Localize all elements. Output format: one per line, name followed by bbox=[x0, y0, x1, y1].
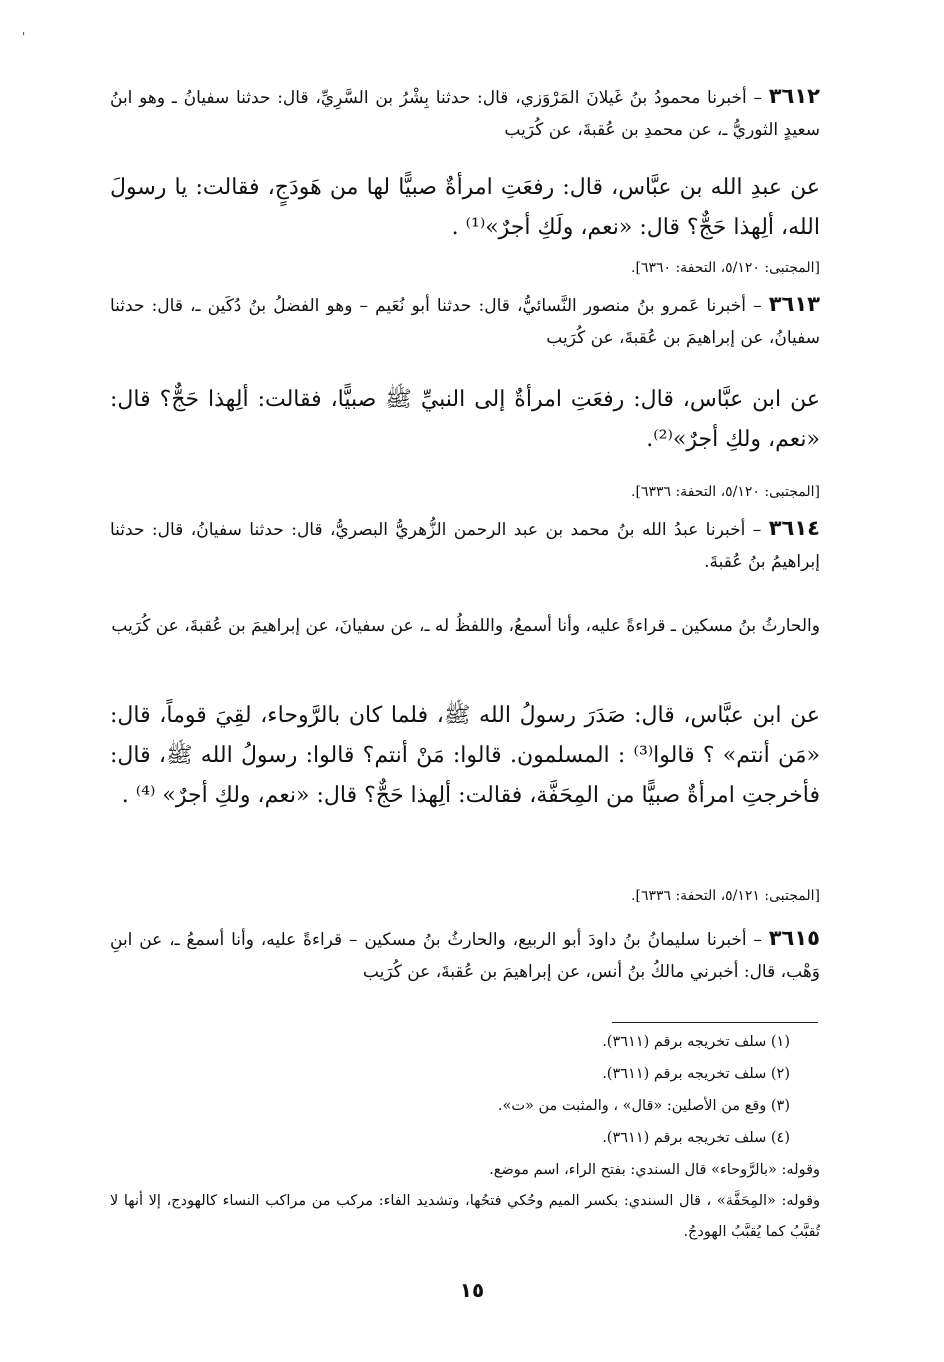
footnote-3: (٣) وقع من الأصلين: «قال» ، والمثبت من «ت». bbox=[497, 1098, 790, 1114]
hadith-3612-matn: عن عبدِ الله بن عبَّاس، قال: رفعَتِ امرأةٌ صبيًّا لها من هَودَجٍ، فقالت: يا رسولَ الله، ألِهذا حَجٌّ؟ قال: «نعم، ولَكِ أجرٌ»⁽¹⁾ . bbox=[110, 175, 820, 240]
isnad-text: – أخبرنا محمودُ بنُ غَيلانَ المَرْوَزي، قال: حدثنا بِشْرُ بن السَّرِيِّ، قال: حدثنا سفيانُ ـ وهو ابنُ سعيدٍ الثوريُّ ـ، عن محمدِ بن عُقبةَ، عن كُرَيب bbox=[110, 88, 820, 140]
hadith-3615-isnad bbox=[110, 922, 820, 988]
hadith-number: ٣٦١٤ bbox=[768, 516, 820, 540]
hadith-3612-isnad bbox=[110, 80, 820, 146]
footnote-note-mihaffa: وقوله: «المِحَفَّة» ، قال السندي: بكسر الميم وحُكي فتحُها، وتشديد الفاء: مركب من مراكب النساء كالهودج، إلا أنها لا تُقبَّبُ كما يُقبَّبُ الهودجُ. bbox=[110, 1193, 820, 1240]
hadith-3612-reference: [المجتبى: ٥/١٢٠، التحفة: ٦٣٦٠]. bbox=[631, 260, 820, 276]
hadith-3614-reference: [المجتبى: ٥/١٢١، التحفة: ٦٣٣٦]. bbox=[631, 888, 820, 904]
footnote-separator bbox=[612, 1022, 818, 1023]
hadith-3613-reference: [المجتبى: ٥/١٢٠، التحفة: ٦٣٣٦]. bbox=[631, 484, 820, 500]
hadith-number: ٣٦١٢ bbox=[768, 84, 821, 108]
footnote-2: (٢) سلف تخريجه برقم (٣٦١١). bbox=[602, 1066, 790, 1082]
footnote-4: (٤) سلف تخريجه برقم (٣٦١١). bbox=[602, 1130, 790, 1146]
page-number: ١٥ bbox=[459, 1278, 485, 1302]
hadith-3613-matn: عن ابن عبَّاس، قال: رفعَتِ امرأةٌ إلى النبيِّ ﷺ صبيًّا، فقالت: ألِهذا حَجٌّ؟ قال: «نعم، ولكِ أجرٌ»⁽²⁾. bbox=[110, 387, 820, 452]
hadith-3614-isnad-second-chain: والحارثُ بنُ مسكين ـ قراءةً عليه، وأنا أسمعُ، واللفظُ له ـ، عن سفيانَ، عن إبراهيمَ بن عُقبةَ، عن كُرَيب bbox=[111, 616, 820, 636]
footnote-note-rawha: وقوله: «بالرَّوحاء» قال السندي: بفتح الراء، اسم موضع. bbox=[489, 1162, 820, 1178]
corner-mark: ' bbox=[22, 30, 26, 44]
hadith-number: ٣٦١٥ bbox=[768, 926, 820, 950]
isnad-text: – أخبرنا سليمانُ بنُ داودَ أبو الربيع، والحارثُ بنُ مسكين – قراءةً عليه، وأنا أسمعُ ـ، عن ابنِ وَهْب، قال: أخبرني مالكُ بنُ أنس، عن إبراهيمَ بن عُقبةَ، عن كُرَيب bbox=[110, 930, 820, 982]
hadith-3614-isnad bbox=[110, 512, 820, 578]
hadith-3613-isnad bbox=[110, 288, 820, 354]
footnote-1: (١) سلف تخريجه برقم (٣٦١١). bbox=[602, 1034, 790, 1050]
hadith-3614-matn: عن ابن عبَّاس، قال: صَدَرَ رسولُ الله ﷺ، فلما كان بالرَّوحاء، لقِيَ قوماً، قال: «مَن أنتم» ؟ قالوا⁽³⁾ : المسلمون. قالوا: مَنْ أنتم؟ قالوا: رسولُ الله ﷺ، قال: فأخرجتِ امرأةٌ صبيًّا من المِحَفَّة، فقالت: ألِهذا حَجٌّ؟ قال: «نعم، ولكِ أجرٌ» ⁽⁴⁾ . bbox=[110, 703, 820, 808]
isnad-text: – أخبرنا عَمرو بنُ منصور النَّسائيُّ، قال: حدثنا أبو نُعَيم – وهو الفضلُ بنُ دُكَين ـ، قال: حدثنا سفيانُ، عن إبراهيمَ بن عُقبةَ، عن كُرَيب bbox=[110, 296, 820, 348]
hadith-number: ٣٦١٣ bbox=[768, 292, 820, 316]
isnad-text: – أخبرنا عبدُ الله بنُ محمد بن عبد الرحمن الزُّهريُّ البصريُّ، قال: حدثنا سفيانُ، قال: حدثنا إبراهيمُ بنُ عُقبةَ. bbox=[110, 520, 820, 572]
